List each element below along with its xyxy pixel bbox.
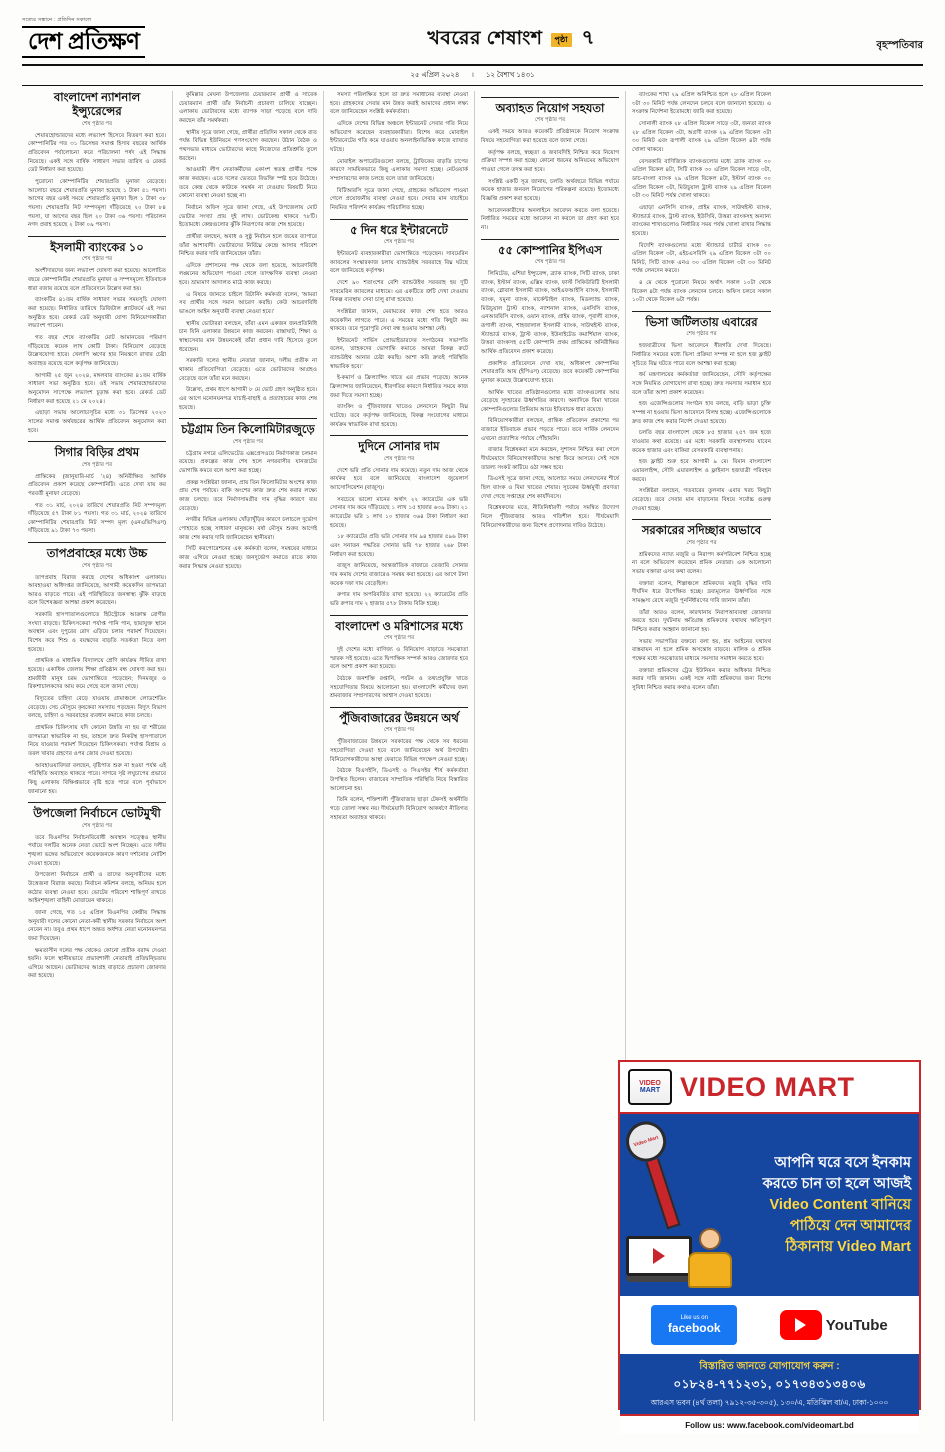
article-paragraph: শেয়ারহোল্ডারদের মধ্যে লভ্যাংশ হিসেবে বিতরণ করা হবে। কোম্পানিটির গত ৩১ ডিসেম্বর সমাপ্ত হিসাব বছরের আর্থিক প্রতিবেদন পর্যালোচনা করে পরিচালনা পর্ষদ এই সিদ্ধান্ত নিয়েছে। একই সঙ্গে বার্ষিক সাধারণ সভার তারিখ ও রেকর্ড ডেট নির্ধারণ করা হয়েছে। bbox=[28, 132, 166, 174]
article-paragraph: চলতি বছর বাংলাদেশ থেকে ৮৫ হাজার ২৫৭ জন হজে যাওয়ার কথা রয়েছে। এর মধ্যে সরকারি ব্যবস্থাপনায় যাবেন কয়েক হাজার এবং বাকিরা বেসরকারি ব্যবস্থাপনায়। bbox=[632, 430, 771, 454]
article-paragraph: উপজেলা নির্বাচনে প্রার্থী ও তাদের অনুসারীদের মধ্যে উত্তেজনা বিরাজ করছে। নির্বাচন কমিশন বলছে, অনিয়ম হলে কঠোর ব্যবস্থা নেওয়া হবে। ভোটের পরিবেশ শান্তিপূর্ণ রাখতে আইনশৃঙ্খলা বাহিনী মোতায়েন থাকবে। bbox=[28, 872, 166, 905]
article-byline: শেষ পৃষ্ঠার পর bbox=[81, 822, 113, 829]
laptop-screen bbox=[626, 1236, 692, 1276]
article-paragraph: এদিকে প্রশাসনের পক্ষ থেকে বলা হয়েছে, আচরণবিধি লঙ্ঘনের অভিযোগ পাওয়া গেলে তাৎক্ষণিক ব্যবস্থা নেওয়া হবে। ভ্রাম্যমাণ আদালত মাঠে কাজ করছে। bbox=[179, 262, 317, 287]
article-paragraph: স্থানীয় সূত্রে জানা গেছে, প্রার্থীরা প্রতিদিন সকাল থেকে রাত পর্যন্ত বিভিন্ন ইউনিয়নে গণসংযোগ করছেন। উঠান বৈঠক ও পথসভার মাধ্যমে ভোটারদের কাছে নিজেদের প্রতিশ্রুতি তুলে ধরছেন। bbox=[179, 129, 317, 162]
article-byline: শেষ পৃষ্ঠার পর bbox=[383, 455, 415, 462]
person-head bbox=[699, 1228, 721, 1250]
article-paragraph: নির্বাচন অফিস সূত্রে জানা গেছে, এই উপজেলায় মোট ভোটার সংখ্যা প্রায় দুই লাখ। ভোটকেন্দ্র থাকবে ৭৮টি। ইতোমধ্যে কেন্দ্রগুলোর ঝুঁকি নিরূপণের কাজ শেষ হয়েছে। bbox=[179, 204, 317, 229]
article-headline[interactable]: পুঁজিবাজারের উন্নয়নে অর্থ bbox=[330, 707, 468, 726]
youtube-button[interactable] bbox=[780, 1310, 888, 1340]
article-paragraph: এ বিষয়ে জানতে চাইলে রিটার্নিং কর্মকর্তা বলেন, 'আমরা সব প্রার্থীর সঙ্গে সমান আচরণ করছি। কেউ আচরণবিধি ভাঙলে আইন অনুযায়ী ব্যবস্থা নেওয়া হবে।' bbox=[179, 291, 317, 316]
article-paragraph: মোবাইল অপারেটরগুলো বলছে, ট্রাফিকের বাড়তি চাপের কারণে সাময়িকভাবে কিছু এলাকায় সমস্যা হচ্ছে। নেটওয়ার্ক সম্প্রসারণের কাজ চলছে বলে তারা জানিয়েছে। bbox=[330, 158, 468, 182]
article-paragraph: বিদেশি ব্যাংকগুলোর মধ্যে স্ট্যান্ডার্ড চার্টার্ড ব্যাংক ৩০ এপ্রিল বিকেল ৩টা, এইচএসবিসি ২৯ এপ্রিল বিকেল ৩টা ৩০ মিনিট, সিটি ব্যাংক এনএ ৩০ এপ্রিল বিকেল ৩টা ৩০ মিনিট পর্যন্ত লেনদেন করবে। bbox=[632, 242, 771, 275]
article-paragraph: সিটি করপোরেশনের এক কর্মকর্তা বলেন, সমন্বয়ের মাধ্যমে কাজ এগিয়ে নেওয়া হচ্ছে। জনদুর্ভোগ কমাতে রাতে কাজ করার সিদ্ধান্ত নেওয়া হয়েছে। bbox=[179, 546, 317, 570]
ad-illustration bbox=[620, 1114, 738, 1296]
article-byline: শেষ পৃষ্ঠার পর bbox=[686, 331, 717, 338]
article-paragraph: জানা গেছে, গত ১৫ এপ্রিল বিএনপির কেন্দ্রীয় সিদ্ধান্ত অনুযায়ী দলের কোনো নেতা-কর্মী স্থানীয় সরকার নির্বাচনে অংশ নেবেন না। তবুও প্রথম ধাপে অন্তত অর্ধশত নেতা মনোনয়নপত্র জমা দিয়েছেন। bbox=[28, 909, 166, 942]
dateline bbox=[22, 66, 923, 86]
article-paragraph: ডিএসই সূত্রে জানা গেছে, আলোচ্য সময়ে লেনদেনের শীর্ষে ছিল ব্যাংক ও বিমা খাতের শেয়ার। সূচকের ঊর্ধ্বমুখী প্রবণতা দেখা গেছে সপ্তাহের শেষ কার্যদিবসে। bbox=[481, 476, 619, 500]
article-paragraph: আগামী ২৫ জুন ২০২৪, মঙ্গলবার ব্যাংকের ৪১তম বার্ষিক সাধারণ সভা অনুষ্ঠিত হবে। ওই সভায় শেয়ারহোল্ডারদের অনুমোদন সাপেক্ষে লভ্যাংশ চূড়ান্ত করা হবে। রেকর্ড ডেট নির্ধারণ করা হয়েছে ২১ মে ২০২৪। bbox=[28, 372, 166, 405]
article-headline[interactable]: সরকারের সদিচ্ছার অভাবে bbox=[632, 519, 771, 538]
article-paragraph: আবেদনকারীদের অনলাইনে আবেদন করতে বলা হয়েছে। নির্ধারিত সময়ের মধ্যে আবেদন না করলে তা গ্রহণ করা হবে না। bbox=[481, 207, 619, 231]
article-paragraph: পুরোনো কোম্পানিটির শেয়ারপ্রতি মুনাফা বেড়েছে। আলোচ্য বছরে শেয়ারপ্রতি মুনাফা হয়েছে ১ টাকা ৫১ পয়সা। আগের বছর একই সময়ে শেয়ারপ্রতি মুনাফা ছিল ১ টাকা ৩৮ পয়সা। শেয়ারপ্রতি নিট সম্পদমূল্য দাঁড়িয়েছে ২০ টাকা ৮৪ পয়সা, যা আগের বছর ছিল ২০ টাকা ৩৬ পয়সা। পরিচালন নগদ প্রবাহ হয়েছে ২ টাকা ০৯ পয়সা। bbox=[28, 179, 166, 229]
ad-copy-line-1: আপনি ঘরে বসে ইনকাম bbox=[774, 1154, 911, 1171]
column-2 bbox=[173, 91, 324, 1421]
article-byline: শেষ পৃষ্ঠার পর bbox=[534, 258, 566, 265]
article-byline: শেষ পৃষ্ঠার পর bbox=[81, 562, 113, 569]
article-paragraph: বাজুস জানিয়েছে, আন্তর্জাতিক বাজারে তেজাবি সোনার দাম কমায় দেশের বাজারেও সমন্বয় করা হয়েছে। এর আগে টানা কয়েক দফা দাম বেড়েছিল। bbox=[330, 563, 468, 587]
column-1 bbox=[22, 91, 173, 1421]
article-paragraph: তিনি বলেন, শক্তিশালী পুঁজিবাজার ছাড়া টেকসই অর্থনীতি গড়ে তোলা সম্ভব নয়। দীর্ঘমেয়াদি বিনিয়োগ আকর্ষণে নীতিগত সহায়তা অব্যাহত থাকবে। bbox=[330, 797, 468, 821]
article-paragraph: কর্তৃপক্ষ বলছে, স্বচ্ছতা ও জবাবদিহি নিশ্চিত করে নিয়োগ প্রক্রিয়া সম্পন্ন করা হচ্ছে। কোনো ধরনের অনিয়মের অভিযোগ পাওয়া গেলে তদন্ত করা হবে। bbox=[481, 149, 619, 173]
article-paragraph: ই-কমার্স ও ফ্রিল্যান্সিং খাতে এর প্রভাব পড়েছে। অনেক ফ্রিল্যান্সার জানিয়েছেন, ধীরগতির কারণে নির্ধারিত সময়ে কাজ জমা দিতে সমস্যা হচ্ছে। bbox=[330, 375, 468, 399]
article-paragraph: বিশ্লেষকদের মতে, নীতিনির্ধারণী পর্যায়ে সমন্বিত উদ্যোগ নিলে পুঁজিবাজার আরও গতিশীল হবে। দীর্ঘমেয়াদি বিনিয়োগকারীদের জন্য বিশেষ প্রণোদনার দাবিও উঠেছে। bbox=[481, 505, 619, 529]
article-paragraph: হজ ফ্লাইট শুরু হবে আগামী ৯ মে। বিমান বাংলাদেশ এয়ারলাইন্স, সৌদি এয়ারলাইন্স ও ফ্লাইনাস হজযাত্রী পরিবহন করবে। bbox=[632, 459, 771, 483]
article-paragraph: ইন্টারনেট সার্ভিস প্রোভাইডারদের সংগঠনের সভাপতি বলেন, 'গ্রাহকদের ভোগান্তি কমাতে আমরা বিকল্প রুটে ব্যান্ডউইথ আনার চেষ্টা করছি। আশা করি দ্রুতই পরিস্থিতি স্বাভাবিক হবে।' bbox=[330, 337, 468, 370]
article-paragraph: সংশ্লিষ্টরা জানান, মেরামতের কাজ শেষ হতে আরও কয়েকদিন লাগতে পারে। এ সময়ের মধ্যে গতি কিছুটা কম থাকবে। তবে পুরোপুরি সেবা বন্ধ হওয়ার আশঙ্কা নেই। bbox=[330, 308, 468, 333]
section-title: খবরের শেষাংশ bbox=[427, 27, 543, 49]
article-paragraph: বৈঠকে জনশক্তি রপ্তানি, পর্যটন ও তথ্যপ্রযুক্তি খাতে সহযোগিতার বিষয়ে আলোচনা হয়। বাংলাদেশি কর্মীদের জন্য শ্রমবাজার সম্প্রসারণের আশ্বাস দেওয়া হয়েছে। bbox=[330, 675, 468, 700]
article-headline[interactable]: ভিসা জটিলতায় এবারের bbox=[632, 311, 771, 330]
article-paragraph: পুঁজিবাজারের উন্নয়নে সরকারের পক্ষ থেকে সব ধরনের সহযোগিতা দেওয়া হবে বলে জানিয়েছেন অর্থ উপদেষ্টা। বিনিয়োগকারীদের আস্থা ফেরাতে বিভিন্ন পদক্ষেপ নেওয়া হচ্ছে। bbox=[330, 739, 468, 763]
article-byline: শেষ পৃষ্ঠার পর bbox=[383, 727, 415, 734]
article-headline[interactable]: বাংলাদেশ ন্যাশনাল ইন্স্যুরেন্সের bbox=[53, 92, 141, 119]
youtube-label: YouTube bbox=[825, 1316, 888, 1334]
article-paragraph: তবে বিএনপির নির্বাচনবিরোধী অবস্থান সত্ত্বেও স্থানীয় পর্যায়ে দলটির অনেক নেতা ভোটে অংশ নিচ্ছেন। এতে দলীয় শৃঙ্খলা ভঙ্গের অভিযোগে কয়েকজনকে কারণ দর্শানোর নোটিশ দেওয়া হয়েছে। bbox=[28, 834, 166, 867]
article-paragraph: অংশীদারদের জন্য লভ্যাংশ ঘোষণা করা হয়েছে। আলোচিত বছরে কোম্পানিটির শেয়ারপ্রতি মুনাফা ও সম্পদমূল্যে ইতিবাচক ধারা বজায় রয়েছে বলে প্রতিবেদনে উল্লেখ করা হয়। bbox=[28, 268, 166, 292]
article-paragraph: আওয়ামী লীগ নেতাকর্মীদের একাংশ স্বতন্ত্র প্রার্থীর পক্ষে কাজ করছেন। এতে দলের ভেতরে বিভক্তি স্পষ্ট হয়ে উঠেছে। তবে কেন্দ্র থেকে কাউকে সমর্থন না দেওয়ায় বিষয়টি নিয়ে কোনো ব্যবস্থা নেওয়া হচ্ছে না। bbox=[179, 167, 317, 200]
article-paragraph: তাঁরা আরও বলেন, কারখানায় নিরাপত্তাব্যবস্থা জোরদার করতে হবে। দুর্ঘটনায় ক্ষতিগ্রস্ত শ্রমিকদের যথাযথ ক্ষতিপূরণ নিশ্চিত করার আহ্বান জানানো হয়। bbox=[632, 609, 771, 633]
article-byline: শেষ পৃষ্ঠার পর bbox=[81, 461, 113, 468]
article-paragraph: ক্ষমতাসীন দলের পক্ষ থেকেও কোনো প্রতীক বরাদ্দ দেওয়া হয়নি। ফলে স্থানীয়ভাবে প্রভাবশালী নেতারাই প্রতিদ্বন্দ্বিতায় এগিয়ে আছেন। ভোটারদের আগ্রহ বাড়াতে প্রচারণা জোরদার করা হয়েছে। bbox=[28, 947, 166, 980]
article-paragraph: বিদ্যুতের চাহিদা বেড়ে যাওয়ায় গ্রামাঞ্চলে লোডশেডিং বেড়েছে। সেচ মৌসুমে কৃষকেরা সমস্যায় পড়ছেন। বিদ্যুৎ বিভাগ বলছে, চাহিদা ও সরবরাহের ব্যবধান কমাতে কাজ চলছে। bbox=[28, 696, 166, 720]
article-byline: শেষ পৃষ্ঠার পর bbox=[81, 120, 113, 127]
ad-copy bbox=[738, 1114, 919, 1296]
dateline-english: ২৫ এপ্রিল ২০২৪ bbox=[410, 72, 460, 79]
ad-contact-block bbox=[620, 1354, 919, 1414]
weekday-label: বৃহস্পতিবার bbox=[876, 40, 923, 51]
article-paragraph: এছাড়া সভায় আলোচ্যসূচির মধ্যে ৩১ ডিসেম্বর ২০২৩ সালের সমাপ্ত অর্থবছরের আর্থিক প্রতিবেদন অনুমোদন করা হবে। bbox=[28, 410, 166, 434]
article-byline: শেষ পৃষ্ঠার পর bbox=[383, 238, 415, 245]
article-paragraph: ব্যাংকিং ও পুঁজিবাজার খাতেও লেনদেনে কিছুটা বিঘ্ন ঘটেছে। তবে কর্তৃপক্ষ জানিয়েছে, বিকল্প সংযোগের মাধ্যমে কার্যক্রম স্বাভাবিক রাখা হয়েছে। bbox=[330, 404, 468, 428]
masthead bbox=[22, 18, 923, 66]
page-number: ৭ bbox=[581, 27, 595, 49]
ad-contact-phones: ০১৮২৪-৭৭১২৩১, ০১৭৩৪৩১৩৪০৬ bbox=[673, 1377, 866, 1391]
mic-handle bbox=[646, 1158, 681, 1229]
mic-head-label: Video Mart bbox=[621, 1116, 671, 1166]
article-paragraph: নগরীর বিভিন্ন এলাকায় খোঁড়াখুঁড়ির কারণে চলাচলে দুর্ভোগ পোহাতে হচ্ছে সাধারণ মানুষকে। বর্ষা মৌসুম শুরুর আগেই কাজ শেষ করার দাবি জানিয়েছেন স্থানীয়রা। bbox=[179, 517, 317, 541]
ad-copy-line-3: Video Content বানিয়ে bbox=[769, 1196, 911, 1213]
ad-contact-title: বিস্তারিত জানতে যোগাযোগ করুন : bbox=[699, 1361, 840, 1372]
article-paragraph: এছাড়া এনসিসি ব্যাংক, প্রাইম ব্যাংক, সাউথইস্ট ব্যাংক, স্ট্যান্ডার্ড ব্যাংক, ট্রাস্ট ব্যাংক, ইউসিবি, উত্তরা ব্যাংকসহ অন্যান্য ব্যাংকের শাখাগুলোও নির্ধারিত সময় পর্যন্ত খোলা রাখার সিদ্ধান্ত হয়েছে। bbox=[632, 204, 771, 237]
article-headline[interactable]: তাপপ্রবাহের মধ্যে উচ্চ bbox=[28, 542, 166, 561]
article-paragraph: স্থানীয় ভোটাররা বলছেন, তাঁরা এমন একজন জনপ্রতিনিধি চান যিনি এলাকার উন্নয়নে কাজ করবেন। রাস্তাঘাট, শিক্ষা ও স্বাস্থ্যসেবার মান উন্নয়নকেই তাঁরা প্রধান দাবি হিসেবে তুলে ধরেছেন। bbox=[179, 320, 317, 353]
person-illustration bbox=[684, 1228, 736, 1292]
article-paragraph: প্রার্থীরা বলছেন, অবাধ ও সুষ্ঠু নির্বাচন হলে জয়ের ব্যাপারে তাঁরা আশাবাদী। ভোটারদের নির্বিঘ্নে কেন্দ্রে আসার পরিবেশ নিশ্চিত করার দাবি জানিয়েছেন তাঁরা। bbox=[179, 233, 317, 258]
logo-block bbox=[22, 17, 145, 58]
article-paragraph: ধর্ম মন্ত্রণালয়ের কর্মকর্তারা জানিয়েছেন, সৌদি কর্তৃপক্ষের সঙ্গে নিয়মিত যোগাযোগ রাখা হচ্ছে। দ্রুত সমস্যার সমাধান হবে বলে তাঁরা আশা প্রকাশ করেছেন। bbox=[632, 372, 771, 396]
article-headline[interactable]: ইসলামী ব্যাংকের ১০ bbox=[28, 236, 166, 255]
article-paragraph: ১৮ ক্যারেটের প্রতি ভরি সোনার দাম ৯৪ হাজার ৫৯৬ টাকা এবং সনাতন পদ্ধতির সোনার ভরি ৭৮ হাজার ২৬৮ টাকা নির্ধারণ করা হয়েছে। bbox=[330, 534, 468, 558]
ad-header bbox=[620, 1062, 919, 1114]
page-badge-label: পৃষ্ঠা bbox=[551, 33, 572, 47]
article-paragraph: প্রাথমিক ও মাধ্যমিক বিদ্যালয়ে শ্রেণি কার্যক্রম সীমিত রাখা হয়েছে। একাধিক জেলায় শিক্ষা প্রতিষ্ঠান বন্ধ ঘোষণা করা হয়। শ্রমজীবী মানুষ চরম ভোগান্তিতে পড়েছেন; দিনমজুর ও রিকশাচালকদের আয় কমে গেছে বলে জানা গেছে। bbox=[28, 658, 166, 691]
article-paragraph: লিমিটেড, এশিয়া ইন্স্যুরেন্স, ব্র্যাক ব্যাংক, সিটি ব্যাংক, ঢাকা ব্যাংক, ইস্টার্ন ব্যাংক, এক্সিম ব্যাংক, ফার্স্ট সিকিউরিটি ইসলামী ব্যাংক, গ্লোবাল ইসলামী ব্যাংক, আইএফআইসি ব্যাংক, ইসলামী ব্যাংক, যমুনা ব্যাংক, মার্কেন্টাইল ব্যাংক, মিডল্যান্ড ব্যাংক, মিউচুয়াল ট্রাস্ট ব্যাংক, ন্যাশনাল ব্যাংক, এনসিসি ব্যাংক, এনআরবিসি ব্যাংক, ওয়ান ব্যাংক, প্রাইম ব্যাংক, পূবালী ব্যাংক, রূপালী ব্যাংক, শাহজালাল ইসলামী ব্যাংক, সাউথইস্ট ব্যাংক, স্ট্যান্ডার্ড ব্যাংক, ট্রাস্ট ব্যাংক, ইউনাইটেড কমার্শিয়াল ব্যাংক, উত্তরা ব্যাংকসহ ৫৫টি কোম্পানি প্রথম প্রান্তিকের অনিরীক্ষিত আর্থিক প্রতিবেদন প্রকাশ করেছে। bbox=[481, 270, 619, 355]
column-4 bbox=[475, 91, 626, 1421]
article-paragraph: হজ এজেন্সিগুলোর সংগঠন হাব বলছে, বাড়ি ভাড়া চুক্তি সম্পন্ন না হওয়ায় ভিসা আবেদনে বিলম্ব হচ্ছে। এজেন্সিগুলোকে দ্রুত কাজ শেষ করার নির্দেশ দেওয়া হয়েছে। bbox=[632, 401, 771, 425]
article-paragraph: বিনিয়োগকারীরা বলছেন, প্রান্তিক প্রতিবেদন প্রকাশের পর বাজারে ইতিবাচক প্রভাব পড়তে পারে। তবে সার্বিক লেনদেন এখনো প্রত্যাশিত পর্যায়ে পৌঁছায়নি। bbox=[481, 418, 619, 442]
facebook-top-label: Like us on bbox=[680, 1315, 708, 1322]
ad-brand-title: VIDEO MART bbox=[680, 1071, 855, 1102]
article-paragraph: গত বছর শেষে ব্যাংকটির মোট আমানতের পরিমাণ দাঁড়িয়েছে কয়েক লাখ কোটি টাকা। বিনিয়োগ বেড়েছে উল্লেখযোগ্য হারে। খেলাপি ঋণের হার নিয়ন্ত্রণে রাখার চেষ্টা অব্যাহত রয়েছে বলে কর্তৃপক্ষ জানিয়েছে। bbox=[28, 334, 166, 367]
dateline-separator: । bbox=[471, 72, 474, 79]
article-headline[interactable]: ৫ দিন ধরে ইন্টারনেটে bbox=[330, 219, 468, 238]
article-paragraph: দুই দেশের মধ্যে বাণিজ্য ও বিনিয়োগ বাড়াতে সমঝোতা স্মারক সই হয়েছে। এতে দ্বিপাক্ষিক সম্পর্ক আরও জোরদার হবে বলে আশা প্রকাশ করা হয়েছে। bbox=[330, 646, 468, 671]
article-paragraph: প্রকাশিত প্রতিবেদনে দেখা যায়, অধিকাংশ কোম্পানির শেয়ারপ্রতি আয় (ইপিএস) বেড়েছে। তবে কয়েকটি কোম্পানির মুনাফা কমেছে উল্লেখযোগ্য হারে। bbox=[481, 360, 619, 384]
article-byline: শেষ পৃষ্ঠার পর bbox=[686, 539, 717, 546]
article-byline: শেষ পৃষ্ঠার পর bbox=[534, 117, 566, 124]
article-paragraph: দেশে ভরি প্রতি সোনার দাম কমেছে। নতুন দাম আজ থেকে কার্যকর হবে বলে জানিয়েছে বাংলাদেশ জুয়েলার্স অ্যাসোসিয়েশন (বাজুস)। bbox=[330, 467, 468, 492]
article-paragraph: রুপার দাম অপরিবর্তিত রাখা হয়েছে। ২২ ক্যারেটের প্রতি ভরি রুপার দাম ২ হাজার ৫৭৮ টাকায় বিক্রি হচ্ছে। bbox=[330, 592, 468, 607]
article-headline[interactable]: উপজেলা নির্বাচনে ভোটমুখী bbox=[28, 802, 166, 821]
video-mart-advertisement[interactable] bbox=[618, 1060, 921, 1430]
article-paragraph: তাপপ্রবাহ বিরাজ করছে দেশের অধিকাংশ এলাকায়। আবহাওয়া অধিদপ্তর জানিয়েছে, আগামী কয়েকদিন তাপমাত্রা আরও বাড়তে পারে। এই পরিস্থিতিতে জনস্বাস্থ্য ঝুঁকি বাড়ছে বলে বিশেষজ্ঞরা আশঙ্কা প্রকাশ করেছেন। bbox=[28, 574, 166, 607]
article-paragraph: সংশ্লিষ্ট একটি সূত্র জানায়, চলতি অর্থবছরে বিভিন্ন পর্যায়ে কয়েক হাজার জনবল নিয়োগের পরিকল্পনা রয়েছে। ইতোমধ্যে বিজ্ঞপ্তি প্রকাশ করা হয়েছে। bbox=[481, 178, 619, 202]
article-paragraph: ব্যাংকের শাখা ২৯ এপ্রিল অনিশ্চিত হলে ২৮ এপ্রিল বিকেল ৩টা ৩০ মিনিট পর্যন্ত লেনদেন চলবে বলে জানানো হয়েছে। এ সংক্রান্ত নির্দেশনা ইতোমধ্যে জারি করা হয়েছে। bbox=[632, 92, 771, 116]
microphone-icon bbox=[621, 1116, 691, 1227]
article-byline: শেষ পৃষ্ঠার পর bbox=[232, 438, 264, 445]
column-3 bbox=[324, 91, 475, 1421]
article-paragraph: প্রান্তিকের (জানুয়ারি-মার্চ '২৪) অনিরীক্ষিত আর্থিক প্রতিবেদন প্রকাশ করেছে কোম্পানিটি। এতে দেখা যায় কর পরবর্তী মুনাফা বেড়েছে। bbox=[28, 473, 166, 497]
newspaper-logo: দেশ প্রতিক্ষণ bbox=[22, 26, 145, 58]
article-paragraph: উল্লেখ্য, প্রথম ধাপে আগামী ৮ মে ভোট গ্রহণ অনুষ্ঠিত হবে। এর আগে মনোনয়নপত্র যাচাই-বাছাই ও প্রত্যাহারের কাজ শেষ হয়েছে। bbox=[179, 387, 317, 411]
article-headline[interactable]: সিগার বিড়ির প্রথম bbox=[28, 441, 166, 460]
ad-reserved-space bbox=[632, 696, 771, 1048]
article-byline: শেষ পৃষ্ঠার পর bbox=[383, 634, 415, 641]
article-paragraph: বক্তারা শ্রমিকদের ট্রেড ইউনিয়ন করার অধিকার নিশ্চিত করার দাবি জানান। একই সঙ্গে নারী শ্রমিকদের জন্য বিশেষ সুবিধা নিশ্চিত করার কথাও বলেন তাঁরা। bbox=[632, 667, 771, 691]
article-paragraph: আর্থিক খাতের প্রতিষ্ঠানগুলোর মধ্যে ব্যাংকগুলোর আয় বেড়েছে সুদহারের ঊর্ধ্বগতির কারণে। অন্যদিকে বিমা খাতের কোম্পানিগুলোর প্রিমিয়াম আয়ে ইতিবাচক ধারা রয়েছে। bbox=[481, 389, 619, 413]
article-paragraph: সবচেয়ে ভালো মানের অর্থাৎ ২২ ক্যারেটের এক ভরি সোনার দাম কমে দাঁড়িয়েছে ১ লাখ ১৫ হাজার ৬৩৯ টাকা। ২১ ক্যারেটের ভরি ১ লাখ ১০ হাজার ৩৬৪ টাকা নির্ধারণ করা হয়েছে। bbox=[330, 496, 468, 529]
article-paragraph: আবহাওয়াবিদরা বলছেন, বৃষ্টিপাত শুরু না হওয়া পর্যন্ত এই পরিস্থিতি অব্যাহত থাকতে পারে। সাগরে সৃষ্ট লঘুচাপের প্রভাবে কিছু এলাকায় বিক্ষিপ্তভাবে বৃষ্টি হতে পারে বলে পূর্বাভাসে জানানো হয়। bbox=[28, 762, 166, 795]
ad-follow-line: Follow us: www.facebook.com/videomart.bd bbox=[620, 1414, 919, 1434]
article-paragraph: বৈঠকে বিএসইসি, ডিএসই ও সিএসইর শীর্ষ কর্মকর্তারা উপস্থিত ছিলেন। বাজারের সাম্প্রতিক পরিস্থিতি নিয়ে বিস্তারিত আলোচনা হয়। bbox=[330, 768, 468, 792]
ad-social-links[interactable] bbox=[620, 1296, 919, 1354]
facebook-label: facebook bbox=[667, 1320, 721, 1335]
article-paragraph: দেশে ৯০ শতাংশের বেশি ব্যান্ডউইথ সরবরাহ হয় দুটি সাবমেরিন ক্যাবলের মাধ্যমে। এর একটিতে ত্রুটি দেখা দেওয়ায় বিকল্প ব্যবস্থায় সেবা চালু রাখা হয়েছে। bbox=[330, 279, 468, 304]
article-paragraph: সোনালী ব্যাংক ২৮ এপ্রিল বিকেল সাড়ে ৩টা, জনতা ব্যাংক ২৮ এপ্রিল বিকেল ৩টা, অগ্রণী ব্যাংক ২৯ এপ্রিল বিকেল ৩টা ৩০ মিনিট এবং রূপালী ব্যাংক ২৯ এপ্রিল বিকেল ৪টা পর্যন্ত খোলা থাকবে। bbox=[632, 120, 771, 153]
article-paragraph: ৪ মে থেকে পুরোনো নিয়মে অর্থাৎ সকাল ১০টা থেকে বিকেল ৪টা পর্যন্ত ব্যাংক লেনদেন চলবে। অফিস চলবে সকাল ১০টা থেকে বিকেল ৬টা পর্যন্ত। bbox=[632, 280, 771, 304]
article-paragraph: হজযাত্রীদের ভিসা আবেদনে ধীরগতি দেখা দিয়েছে। নির্ধারিত সময়ের মধ্যে ভিসা প্রক্রিয়া সম্পন্ন না হলে হজ ফ্লাইট সূচিতে বিঘ্ন ঘটতে পারে বলে আশঙ্কা করা হচ্ছে। bbox=[632, 343, 771, 367]
article-headline[interactable]: বাংলাদেশ ও মরিশাসের মধ্যে bbox=[330, 615, 468, 634]
article-paragraph: ব্যাংকটির ৪১তম বার্ষিক সাধারণ সভার সময়সূচি ঘোষণা করা হয়েছে। নির্ধারিত তারিখে ডিজিটাল প্ল্যাটফর্মে এই সভা অনুষ্ঠিত হবে। রেকর্ড ডেট অনুযায়ী যোগ্য বিনিয়োগকারীরা লভ্যাংশ পাবেন। bbox=[28, 297, 166, 330]
article-paragraph: বাজার বিশ্লেষকরা মনে করছেন, সুশাসন নিশ্চিত করা গেলে দীর্ঘমেয়াদে বিনিয়োগকারীদের আস্থা ফিরে আসবে। সেই সঙ্গে তারল্য সংকট কাটিয়ে ওঠা সম্ভব হবে। bbox=[481, 447, 619, 471]
ad-copy-line-2: করতে চান তা হলে আজই bbox=[762, 1175, 911, 1192]
ad-logo-line2: MART bbox=[639, 1087, 661, 1094]
article-paragraph: বক্তারা বলেন, শিল্পাঞ্চলে শ্রমিকদের মজুরি বৃদ্ধির দাবি দীর্ঘদিন ধরে উপেক্ষিত হচ্ছে। দ্রব্যমূল্যের ঊর্ধ্বগতির সঙ্গে সামঞ্জস্য রেখে মজুরি পুনর্নির্ধারণের দাবি জানান তাঁরা। bbox=[632, 580, 771, 604]
article-paragraph: সভায় সভাপতির বক্তব্যে বলা হয়, শ্রম আইনের যথাযথ বাস্তবায়ন না হলে শ্রমিক অসন্তোষ বাড়বে। মালিক ও শ্রমিক পক্ষের মধ্যে সমঝোতার মাধ্যমে সমস্যার সমাধান করতে হবে। bbox=[632, 638, 771, 662]
article-headline[interactable]: দুদিনে সোনার দাম bbox=[330, 435, 468, 454]
article-paragraph: বেসরকারি বাণিজ্যিক ব্যাংকগুলোর মধ্যে ব্র্যাক ব্যাংক ৩০ এপ্রিল বিকেল ৪টা, সিটি ব্যাংক ৩০ এপ্রিল বিকেল সাড়ে ৩টা, ডাচ-বাংলা ব্যাংক ২৯ এপ্রিল বিকেল ৪টা, ইস্টার্ন ব্যাংক ৩০ এপ্রিল বিকেল ৩টা, মিউচুয়াল ট্রাস্ট ব্যাংক ২৯ এপ্রিল বিকেল ৩টা ৩০ মিনিট পর্যন্ত খোলা থাকবে। bbox=[632, 158, 771, 200]
video-mart-logo-icon bbox=[628, 1069, 672, 1105]
article-headline[interactable]: চট্টগ্রাম তিন কিলোমিটারজুড়ে bbox=[179, 418, 317, 437]
article-paragraph: সরকারি দলের স্থানীয় নেতারা জানান, দলীয় প্রতীক না থাকায় প্রতিযোগিতা বেড়েছে। এতে ভোটারদের আগ্রহও বেড়েছে বলে তাঁরা মনে করছেন। bbox=[179, 358, 317, 382]
article-byline: শেষ পৃষ্ঠার পর bbox=[81, 256, 113, 263]
article-headline[interactable]: অব্যাহত নিয়ােগ সহযতা bbox=[481, 97, 619, 116]
logo-tagline: সত্যের সন্ধানে : প্রতিদিন সকালে bbox=[22, 17, 92, 23]
article-headline[interactable]: ৫৫ কোম্পানির ইপিএস bbox=[481, 239, 619, 258]
article-paragraph: গত ৩১ মার্চ, ২০২৪ তারিখে শেয়ারপ্রতি নিট সম্পদমূল্য দাঁড়িয়েছে ৫৭ টাকা ৮১ পয়সা। গত ৩১ মার্চ, ২০২৪ তারিখে কোম্পানিটির শেয়ারপ্রতি নিট সম্পদ মূল্য (এনএভিপিএস) দাঁড়িয়েছে ৯১ টাকা ৭৩ পয়সা। bbox=[28, 502, 166, 535]
article-paragraph: সংশ্লিষ্টরা বলছেন, গতবারের তুলনায় এবার খরচ কিছুটা বেড়েছে। তবে সেবার মান বাড়ানোর বিষয়ে সর্বোচ্চ গুরুত্ব দেওয়া হচ্ছে। bbox=[632, 488, 771, 512]
article-paragraph: শ্রমিকদের ন্যায্য মজুরি ও নিরাপদ কর্মপরিবেশ নিশ্চিত হচ্ছে না বলে অভিযোগ করেছেন শ্রমিক নেতারা। এক আলোচনা সভায় বক্তারা এসব কথা বলেন। bbox=[632, 551, 771, 575]
article-paragraph: ইন্টারনেট ব্যবহারকারীরা ভোগান্তিতে পড়েছেন। সাবমেরিন ক্যাবলের সংস্কারকাজ চলায় ব্যান্ডউইথ সরবরাহে বিঘ্ন ঘটছে বলে জানিয়েছে কর্তৃপক্ষ। bbox=[330, 250, 468, 275]
ad-copy-line-5: ঠিকানায় Video Mart bbox=[785, 1239, 911, 1256]
dateline-bangla: ১২ বৈশাখ ১৪৩১ bbox=[485, 72, 535, 79]
article-paragraph: বিটিআরসি সূত্রে জানা গেছে, গ্রাহকের অভিযোগ পাওয়া গেলে প্রয়োজনীয় ব্যবস্থা নেওয়া হবে। সেবার মান যাচাইয়ে নিয়মিত পরিদর্শন কার্যক্রম পরিচালিত হচ্ছে। bbox=[330, 187, 468, 211]
article-paragraph: চট্টগ্রাম নগরে এলিভেটেড এক্সপ্রেসওয়ে নির্মাণকাজ চলমান রয়েছে। প্রকল্পের কাজ শেষ হলে নগরবাসীর যানজটের ভোগান্তি কমবে বলে আশা করা হচ্ছে। bbox=[179, 450, 317, 474]
section-title-block bbox=[427, 23, 594, 56]
article-paragraph: একই সময়ে আরও কয়েকটি প্রতিষ্ঠানকে নিয়োগ সংক্রান্ত বিষয়ে সহযোগিতা করা হয়েছে বলে জানা গেছে। bbox=[481, 129, 619, 145]
facebook-button[interactable] bbox=[651, 1305, 737, 1345]
article-paragraph: কুমিল্লার মেঘনা উপজেলার চেয়ারম্যান প্রার্থী ও সাবেক চেয়ারম্যান প্রার্থী তাঁর নির্বাচনী প্রচারণা চালিয়ে যাচ্ছেন। এলাকায় ভোটারদের মধ্যে ব্যাপক সাড়া পড়েছে বলে দাবি করছেন তাঁর সমর্থকরা। bbox=[179, 92, 317, 124]
youtube-icon bbox=[780, 1310, 822, 1340]
article-paragraph: প্রাথমিক চিকিৎসায় যদি কোনো উন্নতি না হয় বা শরীরের তাপমাত্রা স্বাভাবিক না হয়, তাহলে দ্রুত নিকটস্থ হাসপাতালে নিয়ে যাওয়ার পরামর্শ দিয়েছেন চিকিৎসকরা। পর্যাপ্ত বিশ্রাম ও তরল খাবার গ্রহণের ওপর জোর দেওয়া হয়েছে। bbox=[28, 725, 166, 757]
ad-reserved-space bbox=[481, 533, 619, 885]
person-body bbox=[688, 1252, 732, 1288]
play-icon bbox=[653, 1248, 665, 1264]
article-paragraph: প্রকল্প সংশ্লিষ্টরা জানান, প্রায় তিন কিলোমিটার অংশের কাজ প্রায় শেষ পর্যায়ে। বাকি অংশের কাজ দ্রুত শেষ করার লক্ষ্যে কাজ চলছে। তবে নির্মাণসামগ্রীর দাম বৃদ্ধির কারণে ব্যয় বেড়েছে। bbox=[179, 479, 317, 512]
article-paragraph: সরকারি হাসপাতালগুলোতে হিটস্ট্রোকে আক্রান্ত রোগীর সংখ্যা বাড়ছে। চিকিৎসকেরা পর্যাপ্ত পানি পান, ছায়াযুক্ত স্থানে অবস্থান এবং দুপুরের রোদ এড়িয়ে চলার পরামর্শ দিয়েছেন। বিশেষ করে শিশু ও বয়স্কদের বাড়তি সতর্কতা নিতে বলা হয়েছে। bbox=[28, 612, 166, 653]
ad-logo-line1: VIDEO bbox=[639, 1080, 661, 1087]
ad-copy-line-4: পাঠিয়ে দেন আমাদের bbox=[789, 1218, 911, 1235]
ad-contact-address: আরএস ভবন (৪র্থ তলা) ৭৯১২-৩৫-৩০৫), ১৩০/এ, মতিঝিল বা/এ, ঢাকা-১০০০ bbox=[650, 1398, 889, 1407]
article-paragraph: সমস্যা পরিলক্ষিত হলে তা দ্রুত সমাধানের ব্যবস্থা নেওয়া হবে। গ্রাহকদের সেবার মান উন্নত করাই আমাদের প্রধান লক্ষ্য বলে জানিয়েছেন সংশ্লিষ্ট কর্মকর্তারা। bbox=[330, 92, 468, 116]
article-paragraph: এদিকে দেশের বিভিন্ন অঞ্চলে ইন্টারনেট সেবার গতি নিয়ে অভিযোগ করেছেন ব্যবহারকারীরা। বিশেষ করে মোবাইল ইন্টারনেটের গতি কমে যাওয়ায় অনলাইনভিত্তিক কাজে ব্যাঘাত ঘটছে। bbox=[330, 120, 468, 153]
ad-body bbox=[620, 1114, 919, 1296]
